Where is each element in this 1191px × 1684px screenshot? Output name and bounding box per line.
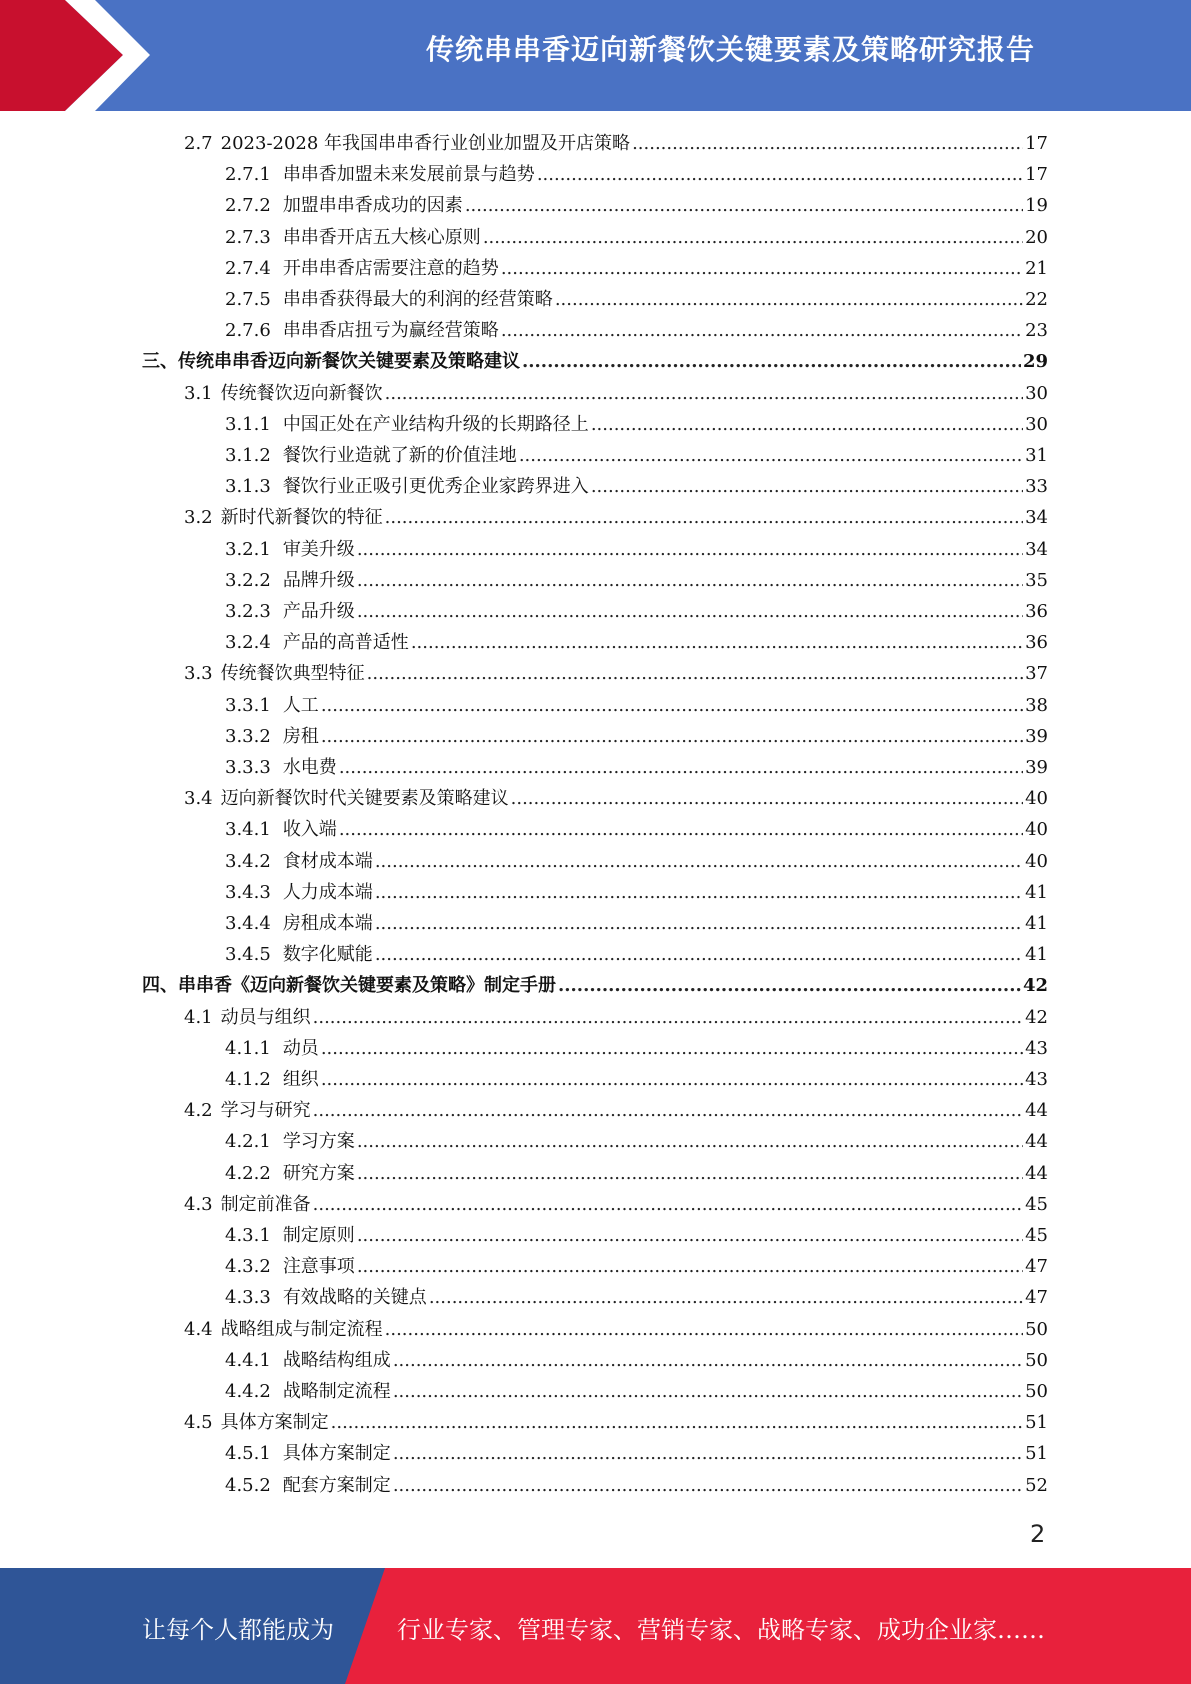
toc-entry[interactable] <box>225 690 1048 721</box>
toc-entry-page: 44 <box>1025 1131 1048 1153</box>
toc-dot-leader <box>411 627 1023 658</box>
toc-entry-label <box>184 658 365 689</box>
toc-dot-leader <box>385 1314 1023 1345</box>
toc-entry[interactable] <box>184 1189 1048 1220</box>
toc-dot-leader <box>393 1345 1023 1376</box>
toc-entry-text: 传统餐饮迈向新餐饮 <box>220 382 383 404</box>
toc-entry-label <box>225 1470 391 1501</box>
toc-entry[interactable] <box>225 877 1048 908</box>
toc-entry-page: 40 <box>1025 850 1048 872</box>
toc-entry-text: 注意事项 <box>282 1256 355 1278</box>
toc-entry-number: 2.7.6 <box>225 320 271 342</box>
toc-entry-number: 3.1.2 <box>225 445 271 466</box>
toc-entry-text: 中国正处在产业结构升级的长期路径上 <box>282 413 589 435</box>
toc-dot-leader <box>385 502 1023 533</box>
toc-entry-page: 50 <box>1025 1349 1048 1371</box>
toc-entry-label <box>225 627 409 658</box>
toc-entry[interactable] <box>225 284 1048 315</box>
toc-entry-page: 44 <box>1025 1100 1048 1122</box>
toc-entry[interactable] <box>225 1438 1048 1469</box>
toc-entry-label <box>225 284 553 315</box>
toc-entry-label <box>184 1002 311 1033</box>
toc-entry-page: 51 <box>1025 1443 1048 1465</box>
toc-entry-page: 37 <box>1025 663 1048 685</box>
toc-entry-page: 41 <box>1025 913 1048 934</box>
toc-entry-number: 3.1.1 <box>225 413 271 435</box>
toc-dot-leader <box>519 440 1023 471</box>
toc-entry-page: 38 <box>1025 694 1048 716</box>
toc-entry-text: 人工 <box>282 694 319 716</box>
toc-entry-text: 战略结构组成 <box>282 1349 391 1371</box>
toc-entry[interactable] <box>225 1126 1048 1157</box>
toc-entry-page: 33 <box>1025 476 1048 498</box>
toc-entry-label <box>184 1407 329 1438</box>
toc-entry-text: 产品升级 <box>282 601 355 622</box>
toc-entry-text: 串串香获得最大的利润的经营策略 <box>282 289 553 310</box>
toc-entry-page: 39 <box>1025 725 1048 747</box>
toc-entry-page: 47 <box>1025 1256 1048 1278</box>
report-title: 传统串串香迈向新餐饮关键要素及策略研究报告 <box>425 33 1035 66</box>
toc-entry-text: 三、传统串串香迈向新餐饮关键要素及策略建议 <box>142 351 520 373</box>
toc-dot-leader <box>375 939 1023 970</box>
toc-entry-text: 动员与组织 <box>220 1006 311 1028</box>
toc-entry-number: 3.3 <box>184 663 213 685</box>
toc-entry-label <box>184 128 630 159</box>
toc-entry-page: 21 <box>1025 257 1048 279</box>
toc-dot-leader <box>331 1407 1023 1438</box>
toc-entry[interactable] <box>225 565 1048 596</box>
toc-entry-page: 20 <box>1025 226 1048 248</box>
toc-dot-leader <box>357 596 1023 627</box>
toc-entry-page: 34 <box>1025 507 1048 529</box>
toc-entry-text: 制定前准备 <box>220 1193 311 1215</box>
toc-dot-leader <box>313 1095 1023 1126</box>
toc-entry-page: 42 <box>1022 975 1048 997</box>
toc-entry-label <box>184 502 383 533</box>
toc-entry[interactable] <box>184 378 1048 409</box>
toc-entry-label <box>225 1220 355 1251</box>
toc-entry-text: 传统餐饮典型特征 <box>220 663 365 685</box>
toc-entry-text: 加盟串串香成功的因素 <box>282 195 463 217</box>
toc-entry[interactable] <box>225 1251 1048 1282</box>
toc-entry-page: 30 <box>1025 382 1048 404</box>
toc-entry[interactable] <box>225 1220 1048 1251</box>
toc-entry-text: 配套方案制定 <box>282 1474 391 1496</box>
toc-entry-number: 4.1 <box>184 1006 213 1028</box>
toc-entry-page: 41 <box>1025 881 1048 903</box>
toc-entry[interactable] <box>225 1158 1048 1189</box>
toc-dot-leader <box>632 128 1023 159</box>
toc-entry-label <box>225 159 535 190</box>
toc-entry-text: 战略制定流程 <box>282 1381 391 1402</box>
toc-entry[interactable] <box>225 409 1048 440</box>
toc-entry-number: 4.2.1 <box>225 1131 271 1153</box>
toc-entry[interactable] <box>225 1376 1048 1407</box>
toc-entry-label <box>225 1438 391 1469</box>
toc-entry-text: 审美升级 <box>282 538 355 560</box>
toc-entry[interactable] <box>225 159 1048 190</box>
toc-entry[interactable] <box>184 658 1048 689</box>
toc-entry[interactable] <box>184 1314 1048 1345</box>
toc-dot-leader <box>357 1158 1023 1189</box>
toc-entry-text: 数字化赋能 <box>282 944 373 966</box>
toc-entry-number: 3.2.1 <box>225 538 271 560</box>
toc-entry-number: 4.1.1 <box>225 1037 271 1059</box>
toc-dot-leader <box>357 565 1023 596</box>
toc-entry-page: 22 <box>1025 289 1048 310</box>
toc-entry-label <box>225 253 499 284</box>
toc-entry-page: 50 <box>1025 1318 1048 1340</box>
toc-entry-label <box>225 1126 355 1157</box>
toc-entry-text: 餐饮行业正吸引更优秀企业家跨界进入 <box>282 476 589 498</box>
toc-entry-text: 迈向新餐饮时代关键要素及策略建议 <box>220 788 509 810</box>
toc-entry-text: 战略组成与制定流程 <box>220 1318 383 1340</box>
toc-entry-number: 4.3.3 <box>225 1287 271 1309</box>
toc-entry-text: 动员 <box>282 1037 319 1059</box>
toc-dot-leader <box>537 159 1023 190</box>
toc-entry-number: 2.7.1 <box>225 164 271 186</box>
toc-entry-label <box>225 565 355 596</box>
toc-entry-page: 47 <box>1025 1287 1048 1309</box>
toc-entry-label <box>225 315 499 346</box>
toc-entry-label <box>225 721 319 752</box>
toc-entry-label <box>225 690 319 721</box>
toc-entry-label <box>225 1282 427 1313</box>
toc-entry-page: 36 <box>1025 632 1048 654</box>
toc-entry-number: 4.3.2 <box>225 1256 271 1278</box>
toc-entry-label <box>225 877 373 908</box>
toc-entry-number: 4.2 <box>184 1100 213 1122</box>
toc-entry-number: 3.4.4 <box>225 913 271 934</box>
toc-entry-number: 3.2.2 <box>225 569 271 591</box>
toc-entry[interactable] <box>184 1095 1048 1126</box>
toc-entry-label <box>225 1064 319 1095</box>
toc-entry-label <box>225 409 589 440</box>
toc-entry-number: 4.2.2 <box>225 1162 271 1184</box>
toc-entry-number: 3.1 <box>184 382 213 404</box>
toc-entry-label <box>225 222 481 253</box>
toc-entry-text: 具体方案制定 <box>220 1412 329 1434</box>
toc-entry-text: 新时代新餐饮的特征 <box>220 507 383 529</box>
toc-entry-page: 36 <box>1025 601 1048 622</box>
toc-dot-leader <box>375 846 1023 877</box>
toc-dot-leader <box>375 877 1023 908</box>
toc-entry-page: 17 <box>1025 164 1048 186</box>
toc-entry-text: 收入端 <box>282 819 337 841</box>
toc-entry-number: 4.4.1 <box>225 1349 271 1371</box>
toc-dot-leader <box>357 1220 1023 1251</box>
toc-entry-number: 4.3 <box>184 1193 213 1215</box>
toc-dot-leader <box>591 409 1023 440</box>
toc-dot-leader <box>367 658 1023 689</box>
toc-entry[interactable] <box>225 222 1048 253</box>
toc-entry[interactable] <box>184 783 1048 814</box>
toc-entry-number: 3.2 <box>184 507 213 529</box>
toc-entry-text: 串串香店扭亏为赢经营策略 <box>282 320 499 342</box>
toc-entry-page: 34 <box>1025 538 1048 560</box>
toc-dot-leader <box>313 1189 1023 1220</box>
toc-entry-page: 23 <box>1025 320 1048 342</box>
toc-entry-page: 51 <box>1025 1412 1048 1434</box>
toc-entry-page: 45 <box>1025 1225 1048 1246</box>
toc-dot-leader <box>313 1002 1023 1033</box>
toc-entry-label <box>225 534 355 565</box>
toc-dot-leader <box>465 190 1023 221</box>
toc-entry[interactable] <box>225 534 1048 565</box>
toc-entry[interactable] <box>184 1407 1048 1438</box>
toc-entry-text: 制定原则 <box>282 1225 355 1246</box>
toc-entry-page: 40 <box>1025 788 1048 810</box>
toc-entry-number: 2.7.2 <box>225 195 271 217</box>
toc-entry[interactable] <box>225 471 1048 502</box>
toc-entry-text: 研究方案 <box>282 1162 355 1184</box>
toc-entry-text: 具体方案制定 <box>282 1443 391 1465</box>
toc-entry-label <box>225 1158 355 1189</box>
toc-entry-number: 4.5 <box>184 1412 213 1434</box>
toc-entry[interactable] <box>225 190 1048 221</box>
toc-entry-text: 产品的高普适性 <box>282 632 409 654</box>
toc-entry[interactable] <box>225 908 1048 939</box>
toc-entry-page: 17 <box>1025 133 1048 154</box>
toc-entry-page: 52 <box>1025 1474 1048 1496</box>
toc-dot-leader <box>357 1251 1023 1282</box>
footer-slogan-right: 行业专家、管理专家、营销专家、战略专家、成功企业家…… <box>397 1616 1045 1644</box>
toc-entry-page: 39 <box>1025 757 1048 778</box>
toc-entry[interactable] <box>225 721 1048 752</box>
toc-entry-page: 43 <box>1025 1037 1048 1059</box>
toc-entry-text: 四、串串香《迈向新餐饮关键要素及策略》制定手册 <box>142 975 556 997</box>
toc-entry-text: 2023-2028 年我国串串香行业创业加盟及开店策略 <box>220 133 631 154</box>
toc-dot-leader <box>393 1438 1023 1469</box>
toc-entry-page: 44 <box>1025 1162 1048 1184</box>
toc-entry-text: 有效战略的关键点 <box>282 1287 427 1309</box>
toc-entry[interactable] <box>225 1345 1048 1376</box>
toc-entry[interactable] <box>225 752 1048 783</box>
toc-dot-leader <box>501 253 1023 284</box>
toc-entry-label <box>225 752 337 783</box>
toc-entry-page: 42 <box>1025 1006 1048 1028</box>
toc-entry-number: 4.4 <box>184 1318 213 1340</box>
toc-entry[interactable] <box>225 253 1048 284</box>
toc-entry-label <box>225 846 373 877</box>
toc-entry[interactable] <box>225 1033 1048 1064</box>
toc-dot-leader <box>483 222 1023 253</box>
toc-entry-text: 餐饮行业造就了新的价值洼地 <box>282 445 517 466</box>
toc-entry-page: 50 <box>1025 1381 1048 1402</box>
toc-entry-label <box>184 783 509 814</box>
toc-entry-label <box>184 1189 311 1220</box>
toc-dot-leader <box>321 1064 1023 1095</box>
toc-entry-number: 3.2.3 <box>225 601 271 622</box>
toc-entry-number: 3.3.3 <box>225 757 271 778</box>
toc-entry-text: 串串香加盟未来发展前景与趋势 <box>282 164 535 186</box>
toc-entry-label <box>184 1314 383 1345</box>
toc-entry[interactable] <box>225 1064 1048 1095</box>
toc-entry-label <box>142 970 556 1001</box>
toc-entry[interactable] <box>225 939 1048 970</box>
toc-entry[interactable] <box>225 1282 1048 1313</box>
toc-dot-leader <box>339 752 1023 783</box>
toc-entry[interactable] <box>225 440 1048 471</box>
toc-entry-page: 19 <box>1025 195 1048 217</box>
toc-entry-label <box>184 378 383 409</box>
toc-entry-page: 29 <box>1022 351 1048 373</box>
toc-entry-label <box>142 346 520 377</box>
toc-entry[interactable] <box>225 814 1048 845</box>
page-header <box>0 0 1191 111</box>
toc-entry[interactable] <box>184 1002 1048 1033</box>
toc-entry-text: 学习方案 <box>282 1131 355 1153</box>
toc-entry-number: 4.1.2 <box>225 1069 271 1090</box>
toc-entry-label <box>225 471 589 502</box>
toc-entry-page: 45 <box>1025 1193 1048 1215</box>
toc-dot-leader <box>393 1376 1023 1407</box>
toc-entry[interactable] <box>184 128 1048 159</box>
toc-entry-page: 41 <box>1025 944 1048 966</box>
toc-entry-label <box>184 1095 311 1126</box>
toc-entry[interactable] <box>225 846 1048 877</box>
toc-dot-leader <box>339 814 1023 845</box>
toc-entry-number: 3.1.3 <box>225 476 271 498</box>
toc-dot-leader <box>511 783 1023 814</box>
toc-dot-leader <box>375 908 1023 939</box>
toc-entry-number: 4.4.2 <box>225 1381 271 1402</box>
toc-entry[interactable] <box>225 315 1048 346</box>
toc-entry-label <box>225 908 373 939</box>
toc-dot-leader <box>522 346 1021 377</box>
toc-entry-text: 品牌升级 <box>282 569 355 591</box>
toc-dot-leader <box>555 284 1023 315</box>
toc-entry-label <box>225 939 373 970</box>
toc-entry-label <box>225 190 463 221</box>
toc-entry-label <box>225 596 355 627</box>
toc-entry-number: 3.3.2 <box>225 725 271 747</box>
toc-entry[interactable] <box>225 1470 1048 1501</box>
toc-entry-text: 组织 <box>282 1069 319 1090</box>
page-number: 2 <box>1030 1520 1046 1548</box>
toc-entry-number: 4.5.2 <box>225 1474 271 1496</box>
toc-entry-label <box>225 440 517 471</box>
toc-entry-text: 人力成本端 <box>282 881 373 903</box>
toc-entry-number: 3.4.1 <box>225 819 271 841</box>
toc-entry-label <box>225 1033 319 1064</box>
toc-entry[interactable] <box>225 596 1048 627</box>
toc-entry[interactable] <box>225 627 1048 658</box>
toc-entry-text: 学习与研究 <box>220 1100 311 1122</box>
toc-entry-label <box>225 814 337 845</box>
toc-entry-number: 2.7.5 <box>225 289 271 310</box>
toc-entry-label <box>225 1376 391 1407</box>
toc-entry-text: 开串串香店需要注意的趋势 <box>282 257 499 279</box>
toc-entry-text: 食材成本端 <box>282 850 373 872</box>
toc-entry[interactable] <box>142 346 1048 377</box>
toc-dot-leader <box>591 471 1023 502</box>
toc-entry-number: 4.5.1 <box>225 1443 271 1465</box>
toc-dot-leader <box>357 534 1023 565</box>
toc-entry-number: 3.4 <box>184 788 213 810</box>
toc-dot-leader <box>429 1282 1023 1313</box>
toc-dot-leader <box>393 1470 1023 1501</box>
footer-slogan-left: 让每个人都能成为 <box>142 1616 334 1644</box>
toc-entry-page: 43 <box>1025 1069 1048 1090</box>
toc-entry-label <box>225 1345 391 1376</box>
toc-entry-page: 35 <box>1025 569 1048 591</box>
toc-entry-text: 水电费 <box>282 757 337 778</box>
toc-entry-number: 2.7.4 <box>225 257 271 279</box>
toc-entry-label <box>225 1251 355 1282</box>
toc-dot-leader <box>321 721 1023 752</box>
toc-entry-text: 房租成本端 <box>282 913 373 934</box>
toc-dot-leader <box>501 315 1023 346</box>
toc-entry-number: 3.4.2 <box>225 850 271 872</box>
page-footer <box>0 1568 1191 1684</box>
toc-entry-number: 3.3.1 <box>225 694 271 716</box>
toc-dot-leader <box>321 1033 1023 1064</box>
toc-entry-page: 30 <box>1025 413 1048 435</box>
toc-entry-page: 31 <box>1025 445 1048 466</box>
toc-entry-number: 4.3.1 <box>225 1225 271 1246</box>
toc-entry[interactable] <box>184 502 1048 533</box>
toc-entry[interactable] <box>142 970 1048 1001</box>
toc-dot-leader <box>357 1126 1023 1157</box>
toc-entry-text: 串串香开店五大核心原则 <box>282 226 481 248</box>
toc-entry-text: 房租 <box>282 725 319 747</box>
toc-entry-number: 2.7 <box>184 133 213 154</box>
toc-entry-page: 40 <box>1025 819 1048 841</box>
toc-dot-leader <box>321 690 1023 721</box>
toc-entry-number: 2.7.3 <box>225 226 271 248</box>
toc-entry-number: 3.2.4 <box>225 632 271 654</box>
toc-entry-number: 3.4.5 <box>225 944 271 966</box>
toc-dot-leader <box>558 970 1021 1001</box>
toc-dot-leader <box>385 378 1023 409</box>
toc-entry-number: 3.4.3 <box>225 881 271 903</box>
